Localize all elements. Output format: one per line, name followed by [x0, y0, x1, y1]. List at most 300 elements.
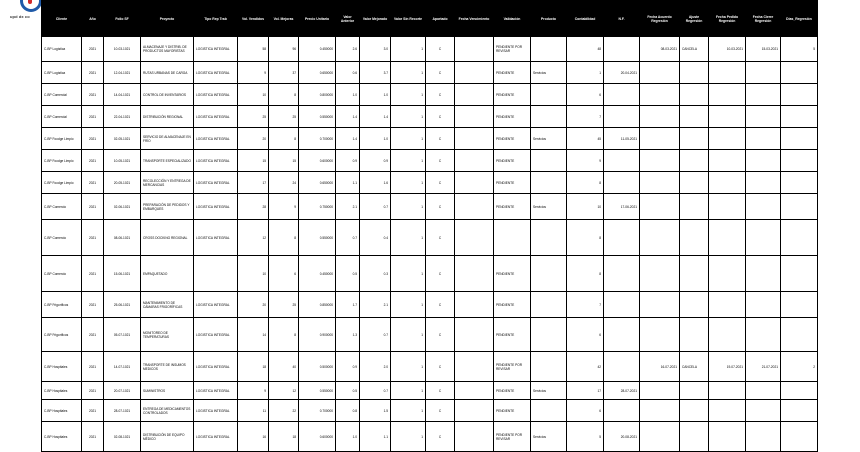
table-cell: [680, 422, 709, 452]
table-cell: 58: [238, 37, 269, 62]
table-cell: 0.550000: [299, 382, 336, 400]
table-cell: [531, 352, 567, 382]
table-cell: [531, 318, 567, 352]
column-header[interactable]: Folio SF: [104, 1, 141, 37]
table-cell: SUMINISTROS: [141, 382, 194, 400]
table-cell: PENDIENTE POR REVISAR: [494, 352, 531, 382]
table-cell: [531, 292, 567, 318]
table-cell: [709, 84, 746, 106]
table-cell: Servicios: [531, 194, 567, 220]
table-cell: CROSS DOCKING REGIONAL: [141, 220, 194, 256]
table-cell: C-BP Logística: [42, 62, 82, 84]
table-cell: [709, 106, 746, 128]
table-cell: PENDIENTE: [494, 292, 531, 318]
table-cell: [746, 128, 781, 150]
table-cell: C-BP Comercial: [42, 106, 82, 128]
table-cell: 20-04-2021: [604, 62, 640, 84]
table-cell: [531, 172, 567, 194]
table-cell: [640, 382, 680, 400]
table-cell: C: [426, 84, 455, 106]
table-cell: [604, 292, 640, 318]
table-cell: C: [426, 106, 455, 128]
table-cell: 8: [567, 172, 604, 194]
table-cell: LOGISTICA INTEGRAL: [194, 292, 238, 318]
column-header[interactable]: Valor Anterior: [336, 1, 360, 37]
table-cell: [455, 292, 494, 318]
table-cell: 0.650000: [299, 62, 336, 84]
table-cell: LOGISTICA INTEGRAL: [194, 37, 238, 62]
column-header[interactable]: Tipo Rep Trab: [194, 1, 238, 37]
column-header[interactable]: Cliente: [42, 1, 82, 37]
table-cell: 25: [269, 292, 299, 318]
table-cell: [709, 172, 746, 194]
table-cell: 0.450000: [299, 37, 336, 62]
table-cell: ENTREGA DE MEDICAMENTOS CONTROLADOS: [141, 400, 194, 422]
table-row[interactable]: [42, 422, 818, 452]
column-header[interactable]: Fecha Cierre Regresión: [746, 1, 781, 37]
column-header[interactable]: Valor Mejorado: [360, 1, 391, 37]
table-cell: C-BP Frigoríficos: [42, 318, 82, 352]
table-cell: 7: [567, 292, 604, 318]
table-cell: 0.4: [360, 220, 391, 256]
table-cell: [781, 220, 818, 256]
table-cell: 3.0: [360, 37, 391, 62]
table-cell: PENDIENTE: [494, 382, 531, 400]
table-cell: 0.850000: [299, 292, 336, 318]
table-cell: 2021: [82, 292, 104, 318]
table-cell: 08-06-1021: [104, 220, 141, 256]
table-cell: [746, 150, 781, 172]
table-cell: CANCELA: [680, 37, 709, 62]
table-cell: PENDIENTE: [494, 400, 531, 422]
table-cell: [455, 220, 494, 256]
table-cell: PREPARACIÓN DE PEDIDOS Y EMBARQUES: [141, 194, 194, 220]
table-cell: [709, 220, 746, 256]
table-cell: [604, 172, 640, 194]
table-cell: 2021: [82, 62, 104, 84]
table-cell: 2021: [82, 400, 104, 422]
table-cell: [781, 128, 818, 150]
table-cell: [531, 256, 567, 292]
table-row[interactable]: [42, 84, 818, 106]
table-cell: C-BP Logística: [42, 37, 82, 62]
table-cell: PENDIENTE: [494, 62, 531, 84]
table-header-row: [42, 1, 818, 37]
table-cell: 1.3: [336, 318, 360, 352]
table-cell: 1: [391, 318, 426, 352]
table-row[interactable]: [42, 106, 818, 128]
table-cell: TRANSPORTE ESPECIALIZADO: [141, 150, 194, 172]
table-cell: [709, 400, 746, 422]
column-header[interactable]: Vol. Mejoras: [269, 1, 299, 37]
table-cell: [494, 220, 531, 256]
table-cell: 02-05-1021: [104, 128, 141, 150]
table-cell: 8: [269, 220, 299, 256]
column-header[interactable]: Fecha Acuerdo Regresión: [640, 1, 680, 37]
column-header[interactable]: N.F.: [604, 1, 640, 37]
table-cell: 7: [567, 106, 604, 128]
table-cell: [680, 318, 709, 352]
table-cell: 0.900000: [299, 318, 336, 352]
table-row[interactable]: [42, 220, 818, 256]
table-cell: 40: [269, 352, 299, 382]
table-cell: C: [426, 422, 455, 452]
table-cell: LOGISTICA INTEGRAL: [194, 382, 238, 400]
table-cell: [455, 84, 494, 106]
table-cell: 1: [391, 422, 426, 452]
table-cell: [781, 62, 818, 84]
table-cell: [746, 172, 781, 194]
table-cell: 1: [391, 172, 426, 194]
column-header[interactable]: Aportado: [426, 1, 455, 37]
table-cell: [709, 382, 746, 400]
table-cell: 14-04-1021: [104, 84, 141, 106]
table-row[interactable]: [42, 318, 818, 352]
table-cell: [604, 84, 640, 106]
table-cell: 8: [269, 318, 299, 352]
table-cell: [455, 106, 494, 128]
table-cell: [781, 150, 818, 172]
table-cell: 9: [269, 194, 299, 220]
table-cell: C: [426, 256, 455, 292]
table-cell: 10-03-2021: [709, 37, 746, 62]
column-header[interactable]: Ajuste Regresión: [680, 1, 709, 37]
table-cell: [640, 106, 680, 128]
table-cell: 42: [567, 352, 604, 382]
table-cell: 1: [391, 62, 426, 84]
table-cell: 0.750000: [299, 194, 336, 220]
table-cell: 0.650000: [299, 172, 336, 194]
table-cell: 1: [391, 128, 426, 150]
table-cell: C-BP Foodge Limpio: [42, 128, 82, 150]
table-cell: 02-08-1021: [104, 422, 141, 452]
table-cell: [680, 172, 709, 194]
table-cell: 6: [567, 400, 604, 422]
table-cell: CONTROL DE INVENTARIOS: [141, 84, 194, 106]
table-cell: 1: [391, 352, 426, 382]
table-cell: [604, 150, 640, 172]
table-cell: 2021: [82, 37, 104, 62]
table-cell: 1.1: [360, 422, 391, 452]
table-cell: 21-07-2021: [746, 352, 781, 382]
table-cell: [680, 194, 709, 220]
table-cell: 12: [269, 382, 299, 400]
table-cell: [640, 400, 680, 422]
table-cell: 0.9: [336, 150, 360, 172]
regression-table: [41, 0, 818, 452]
table-cell: 02-06-1021: [104, 194, 141, 220]
table-cell: 2021: [82, 256, 104, 292]
table-cell: [640, 172, 680, 194]
table-cell: 1.4: [336, 106, 360, 128]
table-cell: 6: [567, 84, 604, 106]
table-cell: C-BP Frigoríficos: [42, 292, 82, 318]
column-header[interactable]: Proyecto: [141, 1, 194, 37]
table-cell: [531, 37, 567, 62]
table-cell: C: [426, 318, 455, 352]
table-cell: 2021: [82, 194, 104, 220]
table-cell: [194, 256, 238, 292]
table-cell: C: [426, 172, 455, 194]
table-cell: 12: [238, 220, 269, 256]
table-cell: 12-04-1021: [104, 62, 141, 84]
table-cell: [680, 382, 709, 400]
table-cell: Servicios: [531, 422, 567, 452]
table-cell: 1: [391, 382, 426, 400]
table-cell: 5: [781, 37, 818, 62]
table-cell: [709, 194, 746, 220]
table-cell: LOGISTICA INTEGRAL: [194, 352, 238, 382]
table-cell: 20-05-1021: [104, 172, 141, 194]
table-cell: [455, 352, 494, 382]
table-cell: 22: [269, 400, 299, 422]
table-cell: PENDIENTE: [494, 128, 531, 150]
table-cell: 0.550000: [299, 106, 336, 128]
table-cell: [455, 150, 494, 172]
table-cell: [640, 220, 680, 256]
table-cell: PENDIENTE: [494, 84, 531, 106]
table-cell: 6: [269, 256, 299, 292]
table-row[interactable]: [42, 352, 818, 382]
table-cell: C: [426, 352, 455, 382]
table-cell: [680, 220, 709, 256]
table-cell: [680, 292, 709, 318]
table-cell: 0.800000: [299, 84, 336, 106]
table-cell: [455, 318, 494, 352]
table-cell: 8: [269, 84, 299, 106]
table-cell: 0.5: [336, 382, 360, 400]
table-cell: 0.550000: [299, 220, 336, 256]
table-cell: [680, 400, 709, 422]
table-cell: C-BP Comercio: [42, 256, 82, 292]
table-cell: 0.6: [336, 62, 360, 84]
table-cell: [680, 150, 709, 172]
table-cell: [640, 128, 680, 150]
table-cell: [640, 422, 680, 452]
column-header[interactable]: Fecha Vencimiento: [455, 1, 494, 37]
table-cell: [746, 220, 781, 256]
table-cell: [640, 62, 680, 84]
table-cell: 0.500000: [299, 352, 336, 382]
table-cell: 0.3: [360, 256, 391, 292]
table-cell: 2021: [82, 150, 104, 172]
table-cell: [455, 37, 494, 62]
table-cell: [781, 194, 818, 220]
table-cell: [640, 318, 680, 352]
logo-text: upd dx co: [10, 14, 30, 19]
table-cell: MANTENIMIENTO DE CÁMARAS FRIGORÍFICAS: [141, 292, 194, 318]
table-cell: 1.0: [336, 84, 360, 106]
table-cell: 1: [391, 194, 426, 220]
table-cell: C: [426, 150, 455, 172]
table-cell: [746, 256, 781, 292]
table-cell: [640, 150, 680, 172]
table-cell: 37: [269, 62, 299, 84]
table-cell: 96: [269, 37, 299, 62]
table-cell: LOGISTICA INTEGRAL: [194, 62, 238, 84]
table-cell: [604, 352, 640, 382]
table-cell: [604, 220, 640, 256]
table-cell: 0.600000: [299, 150, 336, 172]
column-header[interactable]: Precio Unitario: [299, 1, 336, 37]
table-cell: C: [426, 194, 455, 220]
column-header[interactable]: Producto: [531, 1, 567, 37]
table-cell: 9: [567, 150, 604, 172]
table-cell: 0.450000: [299, 256, 336, 292]
table-cell: 9: [238, 62, 269, 84]
table-cell: 17: [567, 382, 604, 400]
table-cell: 10-05-1021: [104, 150, 141, 172]
table-cell: 0.700000: [299, 128, 336, 150]
table-cell: 2021: [82, 318, 104, 352]
table-cell: 10-03-1021: [104, 37, 141, 62]
table-cell: 20: [238, 128, 269, 150]
table-cell: C: [426, 128, 455, 150]
table-cell: LOGISTICA INTEGRAL: [194, 84, 238, 106]
table-cell: 10: [238, 256, 269, 292]
table-cell: [746, 194, 781, 220]
table-row[interactable]: [42, 62, 818, 84]
table-cell: C: [426, 382, 455, 400]
table-cell: MONITOREO DE TEMPERATURAS: [141, 318, 194, 352]
table-cell: [781, 400, 818, 422]
table-cell: 25: [238, 106, 269, 128]
table-row[interactable]: [42, 150, 818, 172]
table-cell: LOGISTICA INTEGRAL: [194, 400, 238, 422]
column-header[interactable]: Contabilidad: [567, 1, 604, 37]
table-cell: 2021: [82, 422, 104, 452]
table-cell: 20-07-1021: [104, 382, 141, 400]
table-cell: [455, 256, 494, 292]
table-cell: 11-05-2021: [604, 128, 640, 150]
table-cell: 2.1: [360, 292, 391, 318]
table-cell: C-BP Hospitales: [42, 400, 82, 422]
table-cell: [709, 62, 746, 84]
table-cell: 1.0: [336, 422, 360, 452]
table-cell: [709, 422, 746, 452]
table-cell: [709, 256, 746, 292]
table-cell: CANCELA: [680, 352, 709, 382]
table-cell: PENDIENTE: [494, 106, 531, 128]
table-cell: [746, 84, 781, 106]
table-cell: EMPAQUETADO: [141, 256, 194, 292]
table-cell: [604, 256, 640, 292]
table-cell: Servicios: [531, 128, 567, 150]
table-cell: PENDIENTE: [494, 150, 531, 172]
table-row[interactable]: [42, 128, 818, 150]
table-cell: [680, 106, 709, 128]
table-row[interactable]: [42, 194, 818, 220]
table-cell: 1: [391, 84, 426, 106]
column-header[interactable]: Año: [82, 1, 104, 37]
table-cell: 5: [567, 422, 604, 452]
table-cell: 0.7: [360, 382, 391, 400]
table-cell: 16: [238, 422, 269, 452]
column-header[interactable]: Valor Sin Recorte: [391, 1, 426, 37]
table-cell: DISTRIBUCIÓN REGIONAL: [141, 106, 194, 128]
table-cell: 11: [238, 400, 269, 422]
table-cell: 2021: [82, 382, 104, 400]
table-cell: [680, 62, 709, 84]
table-cell: [531, 150, 567, 172]
table-cell: [680, 128, 709, 150]
table-cell: 1.4: [336, 128, 360, 150]
table-cell: [709, 128, 746, 150]
table-cell: 1: [391, 106, 426, 128]
table-cell: 0.8: [336, 400, 360, 422]
table-cell: [746, 382, 781, 400]
table-row[interactable]: [42, 172, 818, 194]
table-cell: 1.0: [360, 84, 391, 106]
table-cell: 45: [567, 128, 604, 150]
table-cell: [781, 106, 818, 128]
column-header[interactable]: Vol. Vendidos: [238, 1, 269, 37]
table-cell: 0.7: [336, 220, 360, 256]
table-cell: C-BP Comercio: [42, 194, 82, 220]
table-cell: 05-07-1021: [104, 318, 141, 352]
table-cell: C-BP Hospitales: [42, 422, 82, 452]
table-cell: 25: [269, 106, 299, 128]
table-cell: [604, 318, 640, 352]
table-cell: LOGISTICA INTEGRAL: [194, 106, 238, 128]
table-cell: RECOLECCIÓN Y ENTREGA DE MERCANCIAS: [141, 172, 194, 194]
table-cell: PENDIENTE POR REVISAR: [494, 37, 531, 62]
table-cell: [640, 256, 680, 292]
table-cell: [746, 400, 781, 422]
column-header[interactable]: Validación: [494, 1, 531, 37]
table-cell: [531, 84, 567, 106]
table-cell: [640, 292, 680, 318]
table-cell: [781, 292, 818, 318]
column-header[interactable]: Días_Regresión: [781, 1, 818, 37]
table-cell: 1: [391, 150, 426, 172]
table-cell: [746, 318, 781, 352]
table-cell: [680, 256, 709, 292]
table-cell: 0.600000: [299, 422, 336, 452]
table-body: [42, 37, 818, 452]
table-row[interactable]: [42, 400, 818, 422]
table-cell: 0.700000: [299, 400, 336, 422]
table-cell: 28-07-2021: [604, 382, 640, 400]
table-cell: 08-03-2021: [640, 37, 680, 62]
table-cell: 0.7: [360, 318, 391, 352]
table-cell: 1: [391, 400, 426, 422]
table-cell: [455, 62, 494, 84]
table-row[interactable]: [42, 292, 818, 318]
table-row[interactable]: [42, 256, 818, 292]
table-cell: 14: [238, 318, 269, 352]
table-cell: 17-06-2021: [604, 194, 640, 220]
table-cell: [531, 400, 567, 422]
table-cell: C-BP Comercial: [42, 84, 82, 106]
table-row[interactable]: [42, 382, 818, 400]
table-cell: 20: [238, 292, 269, 318]
table-row[interactable]: [42, 37, 818, 62]
table-cell: PENDIENTE POR REVISAR: [494, 422, 531, 452]
column-header[interactable]: Fecha Pedido Regresión: [709, 1, 746, 37]
table-cell: [746, 292, 781, 318]
table-cell: [455, 194, 494, 220]
table-cell: 15-06-1021: [104, 256, 141, 292]
table-cell: 14-07-1021: [104, 352, 141, 382]
table-cell: 2021: [82, 128, 104, 150]
table-cell: 15: [269, 150, 299, 172]
table-cell: [604, 106, 640, 128]
table-cell: 15-03-2021: [746, 37, 781, 62]
table-cell: [455, 422, 494, 452]
table-cell: C: [426, 37, 455, 62]
table-cell: 6: [567, 318, 604, 352]
